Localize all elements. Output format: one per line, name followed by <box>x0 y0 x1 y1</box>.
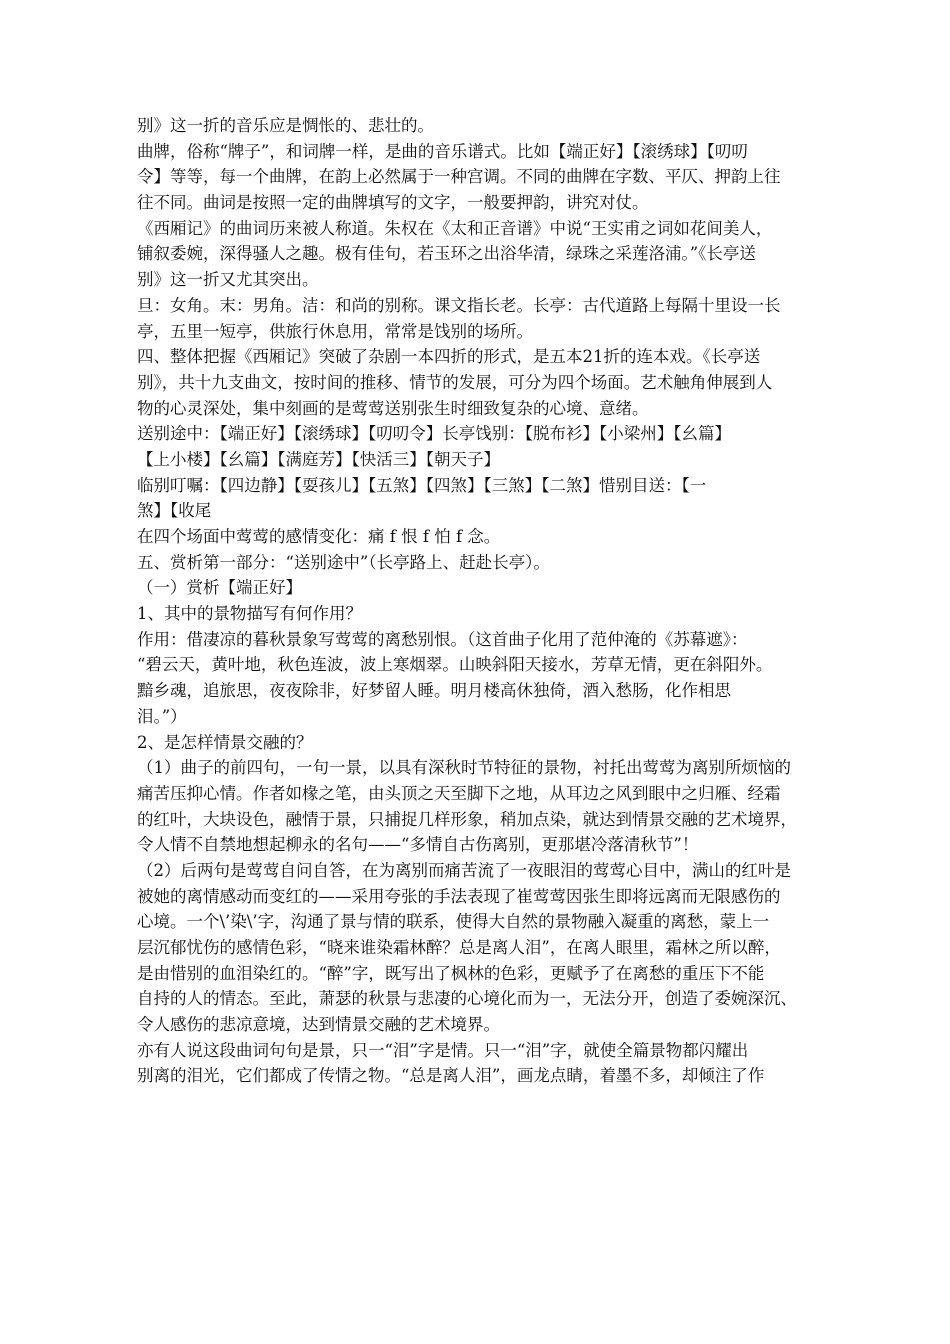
text-line: 令人情不自禁地想起柳永的名句——“多情自古伤离别，更那堪冷落清秋节”！ <box>137 835 699 855</box>
text-line: 四、整体把握《西厢记》突破了杂剧一本四折的形式，是五本21折的连本戏。《长亭送 <box>137 347 761 367</box>
text-line: 作用：借凄凉的暮秋景象写莺莺的离愁别恨。（这首曲子化用了范仲淹的《苏幕遮》： <box>137 629 748 649</box>
text-line: 1、其中的景物描写有何作用？ <box>137 604 362 624</box>
text-line: 泪。”） <box>137 706 187 726</box>
text-line: 铺叙委婉，深得骚人之趣。极有佳句，若玉环之出浴华清，绿珠之采莲洛浦。”《长亭送 <box>137 244 756 264</box>
text-line: 送别途中：【端正好】【滚绣球】【叨叨令】长亭饯别：【脱布衫】【小梁州】【幺篇】 <box>137 424 731 444</box>
text-line: 亦有人说这段曲词句句是景，只一“泪”字是情。只一“泪”字，就使全篇景物都闪耀出 <box>137 1040 749 1060</box>
text-line: 别》这一折又尤其突出。 <box>137 270 319 290</box>
text-line: 往不同。曲词是按照一定的曲牌填写的文字，一般要押韵，讲究对仗。 <box>137 193 649 213</box>
text-line: 痛苦压抑心情。作者如椽之笔，由头顶之天至脚下之地，从耳边之风到眼中之归雁、经霜 <box>137 783 781 803</box>
text-line: 五、赏析第一部分：“送别途中”（长亭路上、赶赴长亭）。 <box>137 552 550 572</box>
text-line: 是由惜别的血泪染红的。“醉”字，既写出了枫林的色彩，更赋予了在离愁的重压下不能 <box>137 963 765 983</box>
text-line: 令】等等，每一个曲牌，在韵上必然属于一种宫调。不同的曲牌在字数、平仄、押韵上往 <box>137 167 781 187</box>
text-line: 《西厢记》的曲词历来被人称道。朱权在《太和正音谱》中说“王实甫之词如花间美人， <box>137 218 773 238</box>
text-line: （一）赏析【端正好】 <box>137 578 302 598</box>
text-line: 亭，五里一短亭，供旅行休息用，常常是饯别的场所。 <box>137 321 533 341</box>
text-line: 在四个场面中莺莺的感情变化：痛 f 恨 f 怕 f 念。 <box>137 527 501 546</box>
text-line: 别》，共十九支曲文，按时间的推移、情节的发展，可分为四个场面。艺术触角伸展到人 <box>137 372 773 392</box>
text-line: 2、是怎样情景交融的？ <box>137 732 313 752</box>
text-line: “碧云天，黄叶地，秋色连波，波上寒烟翠。山映斜阳天接水，芳草无情，更在斜阳外。 <box>137 655 773 675</box>
text-line: 心境。一个\’染\’字，沟通了景与情的联系，使得大自然的景物融入凝重的离愁，蒙上一 <box>137 912 770 932</box>
text-line: 别离的泪光，它们都成了传情之物。“总是离人泪”，画龙点睛，着墨不多，却倾注了作 <box>137 1066 765 1086</box>
text-line: 黯乡魂，追旅思，夜夜除非，好梦留人睡。明月楼高休独倚，酒入愁肠，化作相思 <box>137 681 731 701</box>
text-line: 临别叮嘱：【四边静】【耍孩儿】【五煞】【四煞】【三煞】【二煞】惜别目送：【一 <box>137 475 707 495</box>
text-line: （2）后两句是莺莺自问自答，在为离别而痛苦流了一夜眼泪的莺莺心目中，满山的红叶是 <box>137 860 791 880</box>
text-line: 曲牌，俗称“牌子”，和词牌一样，是曲的音乐谱式。比如【端正好】【滚绣球】【叨叨 <box>137 141 748 161</box>
text-line: 层沉郁忧伤的感情色彩，“晓来谁染霜林醉？总是离人泪”，在离人眼里，霜林之所以醉， <box>137 938 781 957</box>
text-line: 自持的人的情态。至此，萧瑟的秋景与悲凄的心境化而为一，无法分开，创造了委婉深沉、 <box>137 989 797 1009</box>
text-line: （1）曲子的前四句，一句一景，以具有深秋时节特征的景物，衬托出莺莺为离别所烦恼的 <box>137 758 791 778</box>
text-line: 【上小楼】【幺篇】【满庭芳】【快活三】【朝天子】 <box>137 449 500 469</box>
text-line: 煞】【收尾 <box>137 501 212 521</box>
text-line: 旦：女角。末：男角。洁：和尚的别称。课文指长老。长亭：古代道路上每隔十里设一长 <box>137 295 781 315</box>
text-line: 物的心灵深处，集中刻画的是莺莺送别张生时细致复杂的心境、意绪。 <box>137 398 649 418</box>
text-line: 被她的离情感动而变红的——采用夸张的手法表现了崔莺莺因张生即将远离而无限感伤的 <box>137 886 781 906</box>
text-line: 令人感伤的悲凉意境，达到情景交融的艺术境界。 <box>137 1015 500 1035</box>
document-body <box>137 113 827 1089</box>
text-line: 别》这一折的音乐应是惆怅的、悲壮的。 <box>137 116 434 135</box>
text-line: 的红叶，大块设色，融情于景，只捕捉几样形象，稍加点染，就达到情景交融的艺术境界， <box>137 809 797 829</box>
